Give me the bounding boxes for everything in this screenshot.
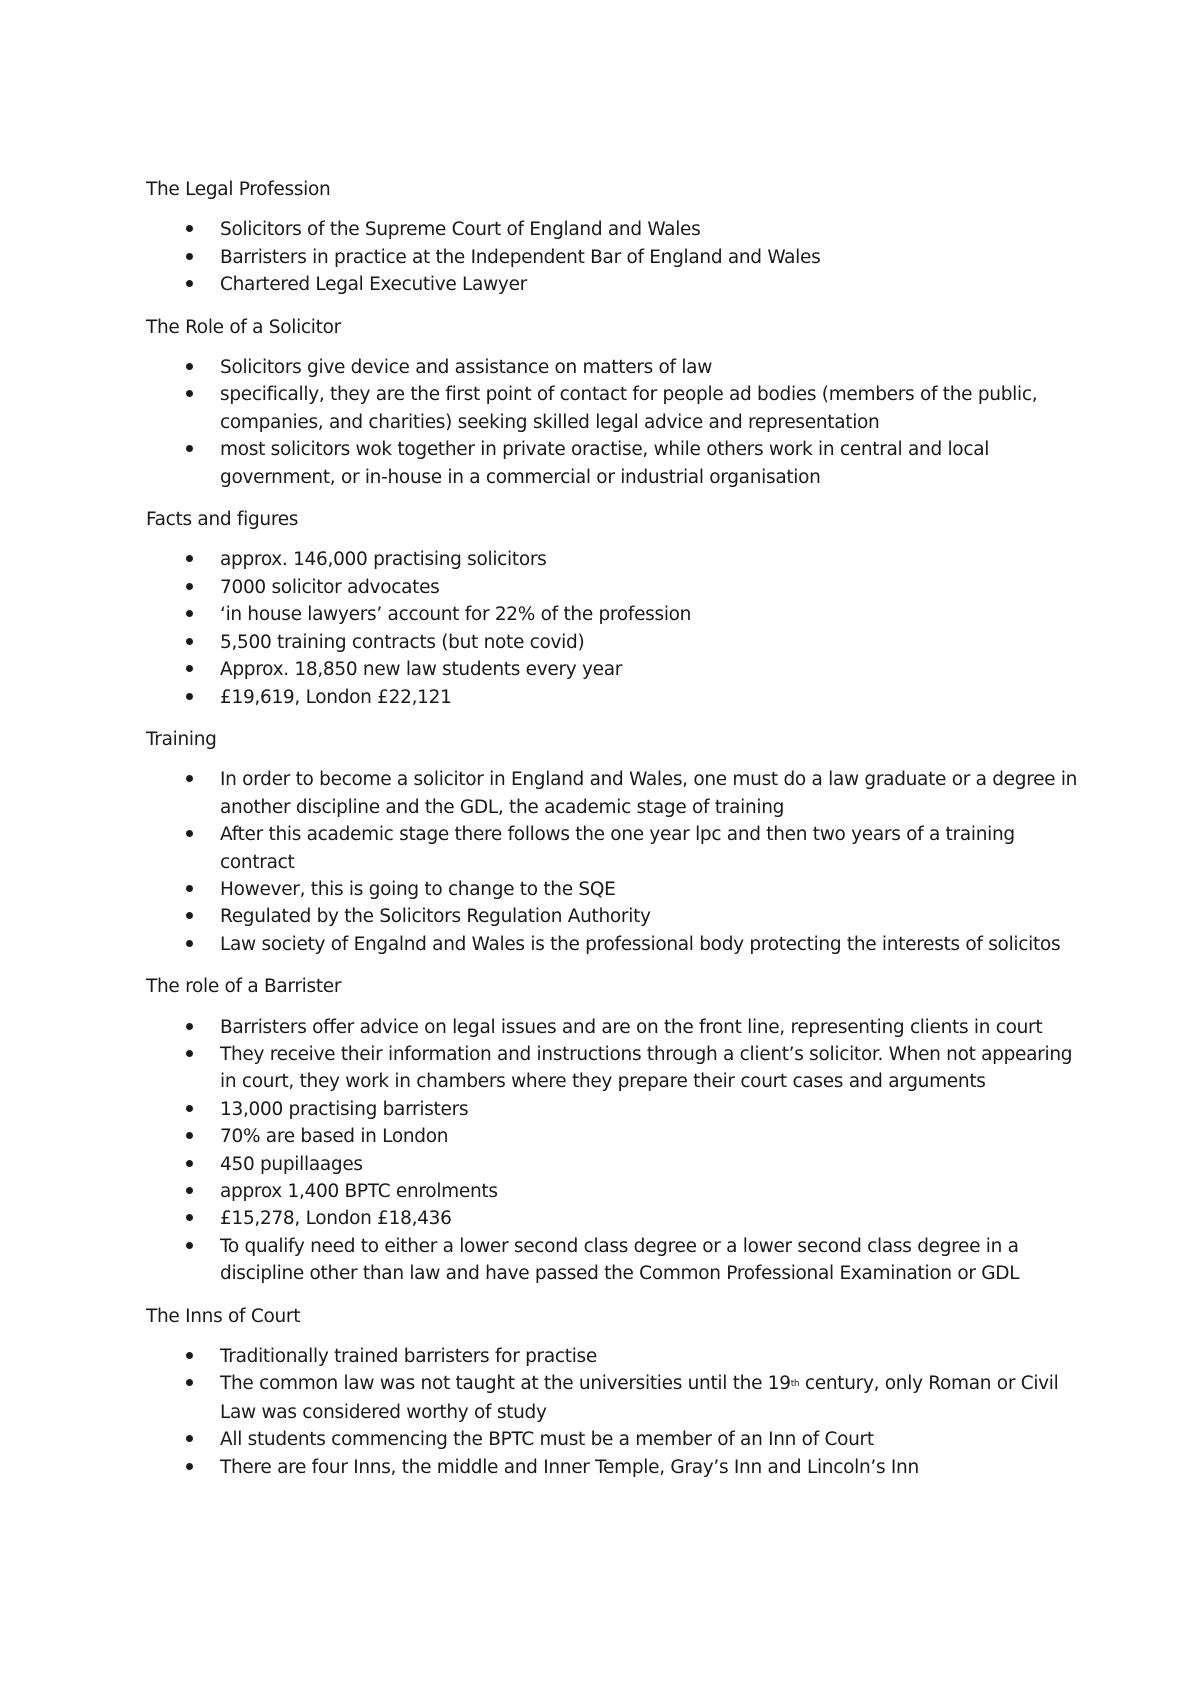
superscript: th xyxy=(790,1379,800,1390)
bullet-item xyxy=(146,656,1086,683)
section xyxy=(146,1303,1086,1481)
bullet-text: After this academic stage there follows the one year lpc and then two years of a training contract xyxy=(220,824,1015,873)
bullet-list xyxy=(146,1343,1086,1481)
section xyxy=(146,314,1086,491)
bullet-item xyxy=(146,271,1086,298)
section-heading: The Role of a Solicitor xyxy=(146,316,341,338)
bullet-text: specifically, they are the first point of contact for people ad bodies (members of the public, companies, and charities) seeking skilled legal advice and representation xyxy=(220,384,1038,433)
bullet-list xyxy=(146,546,1086,710)
bullet-item xyxy=(146,601,1086,628)
bullet-text: Law society of Engalnd and Wales is the professional body protecting the interests of solicitos xyxy=(220,933,1061,955)
bullet-text: The common law was not taught at the universities until the 19 xyxy=(220,1373,791,1395)
bullet-icon xyxy=(186,225,193,232)
bullet-text: most solicitors wok together in private oractise, while others work in central and local government, or in-house in a commercial or industrial organisation xyxy=(220,439,990,488)
bullet-icon xyxy=(186,1187,193,1194)
section xyxy=(146,726,1086,958)
bullet-item xyxy=(146,931,1086,958)
bullet-item xyxy=(146,244,1086,271)
bullet-item xyxy=(146,629,1086,656)
bullet-item xyxy=(146,1454,1086,1481)
bullet-text: £19,619, London £22,121 xyxy=(220,686,452,708)
bullet-icon xyxy=(186,693,193,700)
bullet-text: However, this is going to change to the SQE xyxy=(220,878,616,900)
bullet-text: Barristers in practice at the Independent Bar of England and Wales xyxy=(220,246,821,268)
bullet-item xyxy=(146,1151,1086,1178)
bullet-item xyxy=(146,1233,1086,1288)
bullet-item xyxy=(146,1041,1086,1096)
bullet-item xyxy=(146,436,1086,491)
bullet-icon xyxy=(186,1435,193,1442)
bullet-text: 7000 solicitor advocates xyxy=(220,576,440,598)
bullet-text: Barristers offer advice on legal issues and are on the front line, representing clients in court xyxy=(220,1016,1043,1038)
bullet-icon xyxy=(186,363,193,370)
bullet-text: century, only Roman or Civil Law was considered worthy of study xyxy=(220,1373,1059,1423)
bullet-text: In order to become a solicitor in England and Wales, one must do a law graduate or a degree in another discipline and the GDL, the academic stage of training xyxy=(220,769,1078,818)
bullet-text: They receive their information and instructions through a client’s solicitor. When not appearing in court, they work in chambers where they prepare their court cases and arguments xyxy=(220,1043,1073,1093)
bullet-text: 13,000 practising barristers xyxy=(220,1098,469,1120)
bullet-item xyxy=(146,1178,1086,1205)
bullet-item xyxy=(146,354,1086,381)
section xyxy=(146,506,1086,711)
bullet-icon xyxy=(186,253,193,260)
bullet-item xyxy=(146,1343,1086,1370)
document-body xyxy=(146,176,1086,1496)
section-heading: The role of a Barrister xyxy=(146,976,342,998)
bullet-icon xyxy=(186,1242,193,1249)
bullet-icon xyxy=(186,1352,193,1359)
bullet-icon xyxy=(186,1132,193,1139)
bullet-text: 450 pupillaages xyxy=(220,1153,363,1175)
bullet-icon xyxy=(186,445,193,452)
section-heading: The Inns of Court xyxy=(146,1305,301,1327)
bullet-text: All students commencing the BPTC must be a member of an Inn of Court xyxy=(220,1429,874,1451)
bullet-icon xyxy=(186,1214,193,1221)
bullet-text: Chartered Legal Executive Lawyer xyxy=(220,274,527,296)
bullet-item xyxy=(146,216,1086,243)
bullet-text: 5,500 training contracts (but note covid) xyxy=(220,631,585,653)
bullet-item xyxy=(146,876,1086,903)
bullet-item xyxy=(146,903,1086,930)
bullet-icon xyxy=(186,390,193,397)
bullet-icon xyxy=(186,610,193,617)
bullet-icon xyxy=(186,775,193,782)
bullet-list xyxy=(146,216,1086,298)
section-heading: Facts and figures xyxy=(146,509,299,531)
bullet-icon xyxy=(186,583,193,590)
bullet-icon xyxy=(186,885,193,892)
bullet-icon xyxy=(186,830,193,837)
bullet-icon xyxy=(186,912,193,919)
bullet-item xyxy=(146,546,1086,573)
bullet-icon xyxy=(186,1160,193,1167)
bullet-item xyxy=(146,766,1086,821)
section xyxy=(146,973,1086,1287)
bullet-icon xyxy=(186,1023,193,1030)
bullet-item xyxy=(146,684,1086,711)
section-heading: Training xyxy=(146,728,217,750)
bullet-text: Solicitors give device and assistance on matters of law xyxy=(220,357,713,379)
section xyxy=(146,176,1086,299)
bullet-icon xyxy=(186,665,193,672)
bullet-item xyxy=(146,1123,1086,1150)
bullet-list xyxy=(146,766,1086,958)
bullet-item xyxy=(146,381,1086,436)
bullet-text: Solicitors of the Supreme Court of England and Wales xyxy=(220,219,701,241)
bullet-icon xyxy=(186,1050,193,1057)
bullet-list xyxy=(146,1014,1086,1288)
bullet-icon xyxy=(186,638,193,645)
bullet-text: £15,278, London £18,436 xyxy=(220,1208,452,1230)
bullet-text: Traditionally trained barristers for practise xyxy=(220,1346,597,1368)
bullet-text: 70% are based in London xyxy=(220,1126,449,1148)
bullet-icon xyxy=(186,280,193,287)
bullet-text: approx 1,400 BPTC enrolments xyxy=(220,1181,498,1202)
bullet-icon xyxy=(186,555,193,562)
bullet-item xyxy=(146,1014,1086,1041)
bullet-text: There are four Inns, the middle and Inner Temple, Gray’s Inn and Lincoln’s Inn xyxy=(220,1456,919,1478)
bullet-text: To qualify need to either a lower second class degree or a lower second class degree in a discipline other than law and have passed the Common Professional Examination or GDL xyxy=(220,1235,1020,1285)
bullet-text: ‘in house lawyers’ account for 22% of the profession xyxy=(220,604,692,626)
bullet-icon xyxy=(186,1379,193,1386)
bullet-text: Regulated by the Solicitors Regulation Authority xyxy=(220,906,651,928)
bullet-item xyxy=(146,1370,1086,1426)
bullet-item xyxy=(146,574,1086,601)
bullet-item xyxy=(146,1205,1086,1232)
bullet-item xyxy=(146,1096,1086,1123)
bullet-list xyxy=(146,354,1086,491)
bullet-icon xyxy=(186,1463,193,1470)
bullet-text: Approx. 18,850 new law students every year xyxy=(220,659,623,681)
bullet-text: approx. 146,000 practising solicitors xyxy=(220,549,547,571)
bullet-icon xyxy=(186,1105,193,1112)
section-heading: The Legal Profession xyxy=(146,179,331,200)
bullet-item xyxy=(146,821,1086,876)
bullet-item xyxy=(146,1426,1086,1453)
bullet-icon xyxy=(186,940,193,947)
